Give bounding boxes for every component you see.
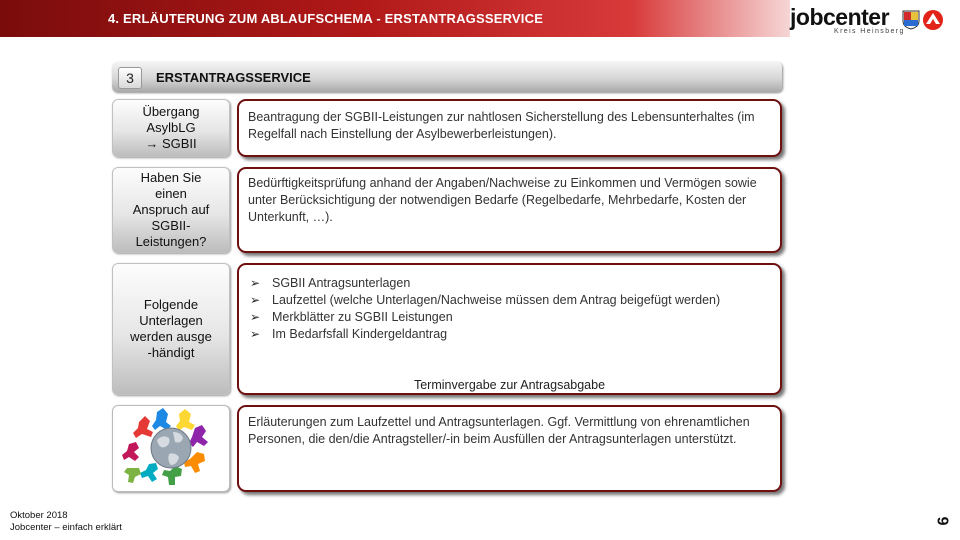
step-description-text: Bedürftigkeitsprüfung anhand der Angaben/Nachweise zu Einkommen und Vermögen sowie unter Berücksichtigung der notwendigen Bedarfe (Regelbedarfe, Mehrbedarfe, Kosten der Unterkunft, …). [248, 176, 757, 224]
document-list [248, 275, 772, 343]
logo-text: jobcenter [790, 4, 890, 30]
step-label-anspruch [112, 167, 230, 253]
step-label-text: Folgende Unterlagen werden ausge -händigt [130, 297, 212, 360]
appointment-note: Terminvergabe zur Antragsabgabe [413, 378, 606, 392]
logo-subtext: Kreis Heinsberg [834, 28, 905, 35]
jobcenter-logo [788, 4, 948, 38]
step-description-box [237, 263, 782, 395]
agentur-arrow-icon [922, 9, 944, 31]
step-description-box [237, 405, 782, 492]
footer [10, 510, 122, 534]
globe-people-image [112, 405, 230, 492]
page-number: 6 [935, 516, 953, 526]
globe-people-icon [113, 406, 229, 491]
list-item: ➢ Laufzettel (welche Unterlagen/Nachweise müssen dem Antrag beigefügt werden) [248, 292, 772, 309]
step-description-text: Beantragung der SGBII-Leistungen zur nahtlosen Sicherstellung des Lebensunterhaltes (im Regelfall nach Einstellung der Asylbewerberleistungen). [248, 110, 755, 141]
step-label-text: Haben Sie einen Anspruch auf SGBII- Leistungen? [132, 170, 210, 249]
step-label-text: Übergang AsylbLG → SGBII [142, 104, 200, 151]
step-label-uebergang [112, 99, 230, 157]
step-description-box [237, 99, 782, 157]
footer-date: Oktober 2018 [10, 510, 68, 521]
section-title: ERSTANTRAGSSERVICE [156, 70, 311, 85]
list-item: ➢ SGBII Antragsunterlagen [248, 275, 772, 292]
coat-of-arms-icon [902, 10, 920, 30]
step-label-unterlagen [112, 263, 230, 395]
page-title: 4. ERLÄUTERUNG ZUM ABLAUFSCHEMA - ERSTANTRAGSSERVICE [108, 11, 544, 26]
footer-tagline: Jobcenter – einfach erklärt [10, 522, 122, 533]
list-item: ➢ Merkblätter zu SGBII Leistungen [248, 309, 772, 326]
step-description-box [237, 167, 782, 253]
step-description-text: Erläuterungen zum Laufzettel und Antragsunterlagen. Ggf. Vermittlung von ehrenamtlichen Personen, die den/die Antragsteller/-in beim Ausfüllen der Antragsunterlagen unterstützt. [248, 415, 750, 446]
section-number: 3 [118, 67, 142, 89]
list-item: ➢ Im Bedarfsfall Kindergeldantrag [248, 326, 772, 343]
